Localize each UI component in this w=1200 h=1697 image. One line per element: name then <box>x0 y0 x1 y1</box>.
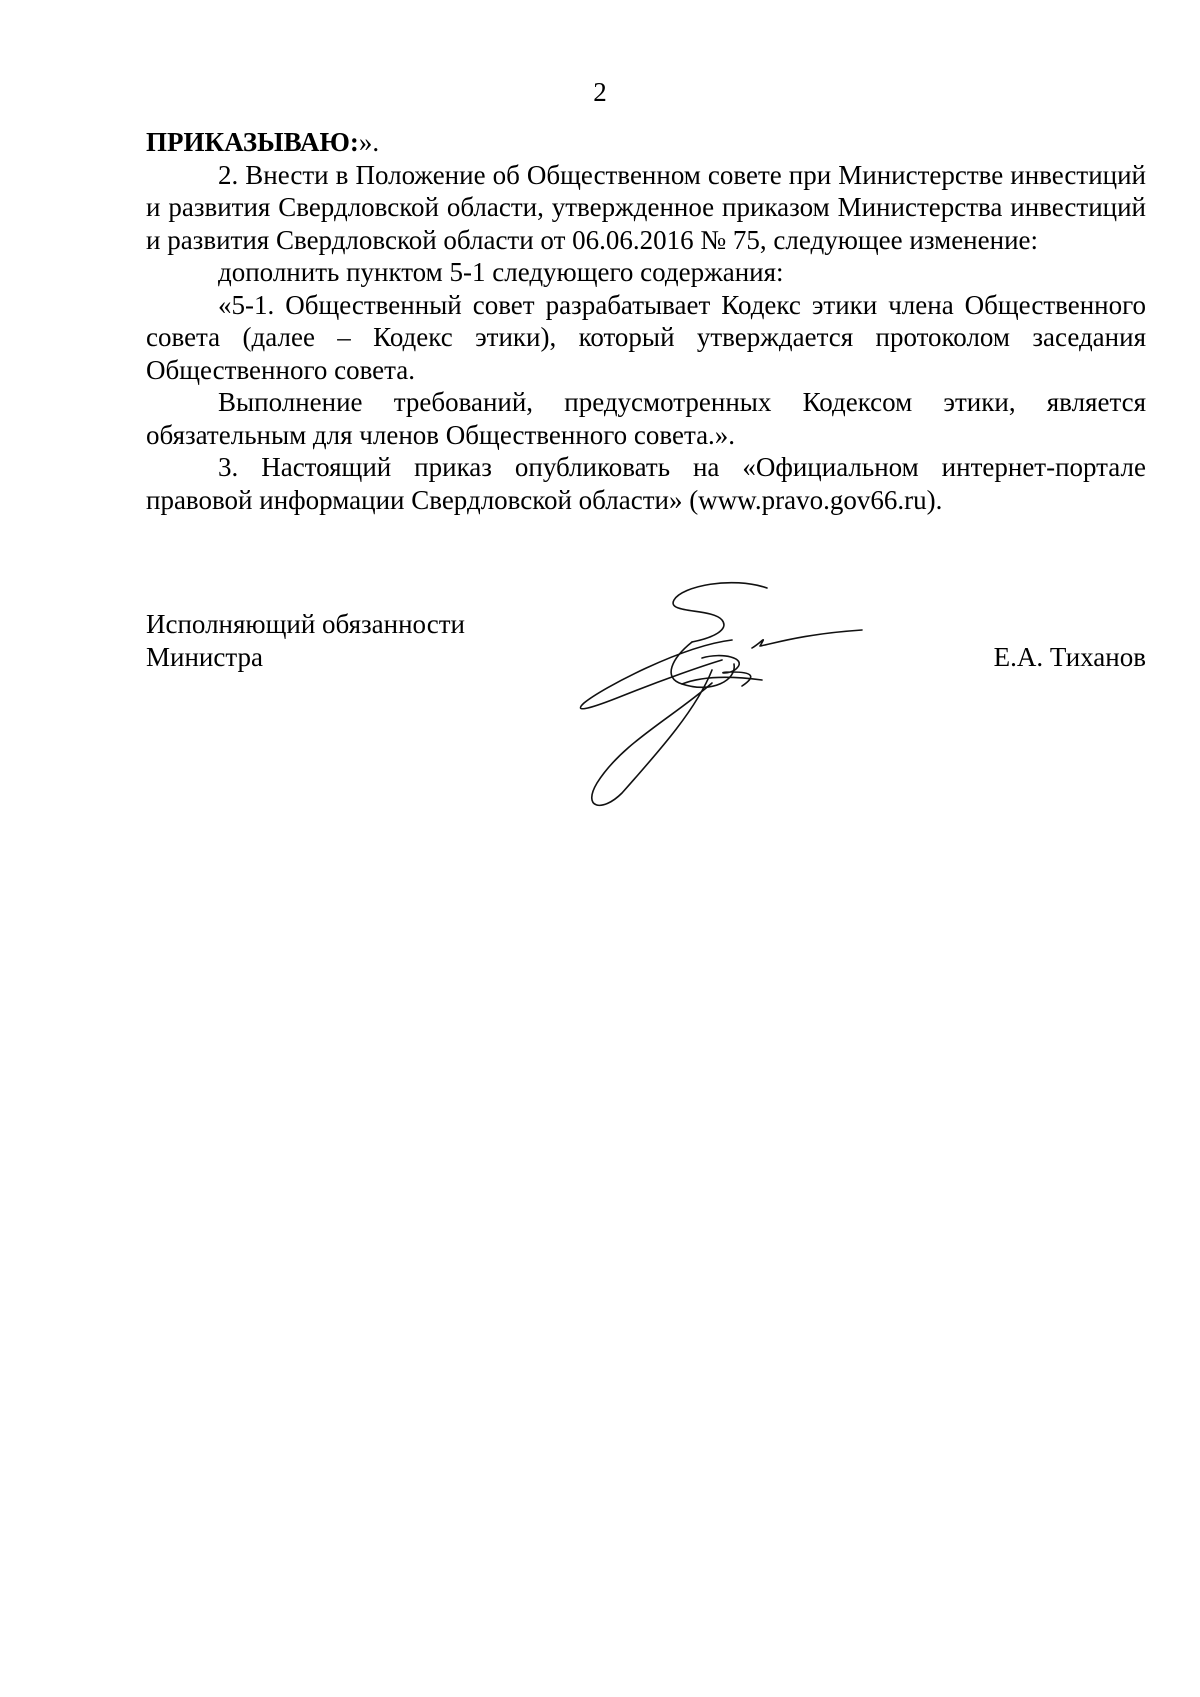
paragraph-2: 2. Внести в Положение об Общественном совете при Министерстве инвестиций и развития Свердловской области, утвержденное приказом Министерства инвестиций и развития Свердловской области от 06.06.2016 № 75, следующее изменение: <box>146 159 1146 255</box>
paragraph-5-1: «5-1. Общественный совет разрабатывает Кодекс этики члена Общественного совета (далее – Кодекс этики), который утверждается протоколом заседания Общественного совета. <box>146 289 1146 385</box>
decree-heading-tail: ». <box>358 127 380 157</box>
signer-name: Е.А. Тиханов <box>993 641 1146 672</box>
document-body <box>146 126 1146 516</box>
signer-title-line1: Исполняющий обязанности <box>146 609 465 639</box>
paragraph-5-1-continuation: Выполнение требований, предусмотренных Кодексом этики, является обязательным для членов Общественного совета.». <box>146 387 1146 450</box>
paragraph-3: 3. Настоящий приказ опубликовать на «Официальном интернет-портале правовой информации Свердловской области» (www.pravo.gov66.ru). <box>146 452 1146 515</box>
decree-heading <box>146 126 1146 159</box>
signature-block <box>146 608 1146 838</box>
handwritten-signature <box>562 568 882 828</box>
paragraph-2-intro: дополнить пунктом 5-1 следующего содержания: <box>218 257 784 287</box>
page-number: 2 <box>593 77 607 107</box>
signer-title <box>146 608 566 673</box>
signer-title-line2: Министра <box>146 641 263 672</box>
decree-heading-bold: ПРИКАЗЫВАЮ: <box>146 127 359 157</box>
